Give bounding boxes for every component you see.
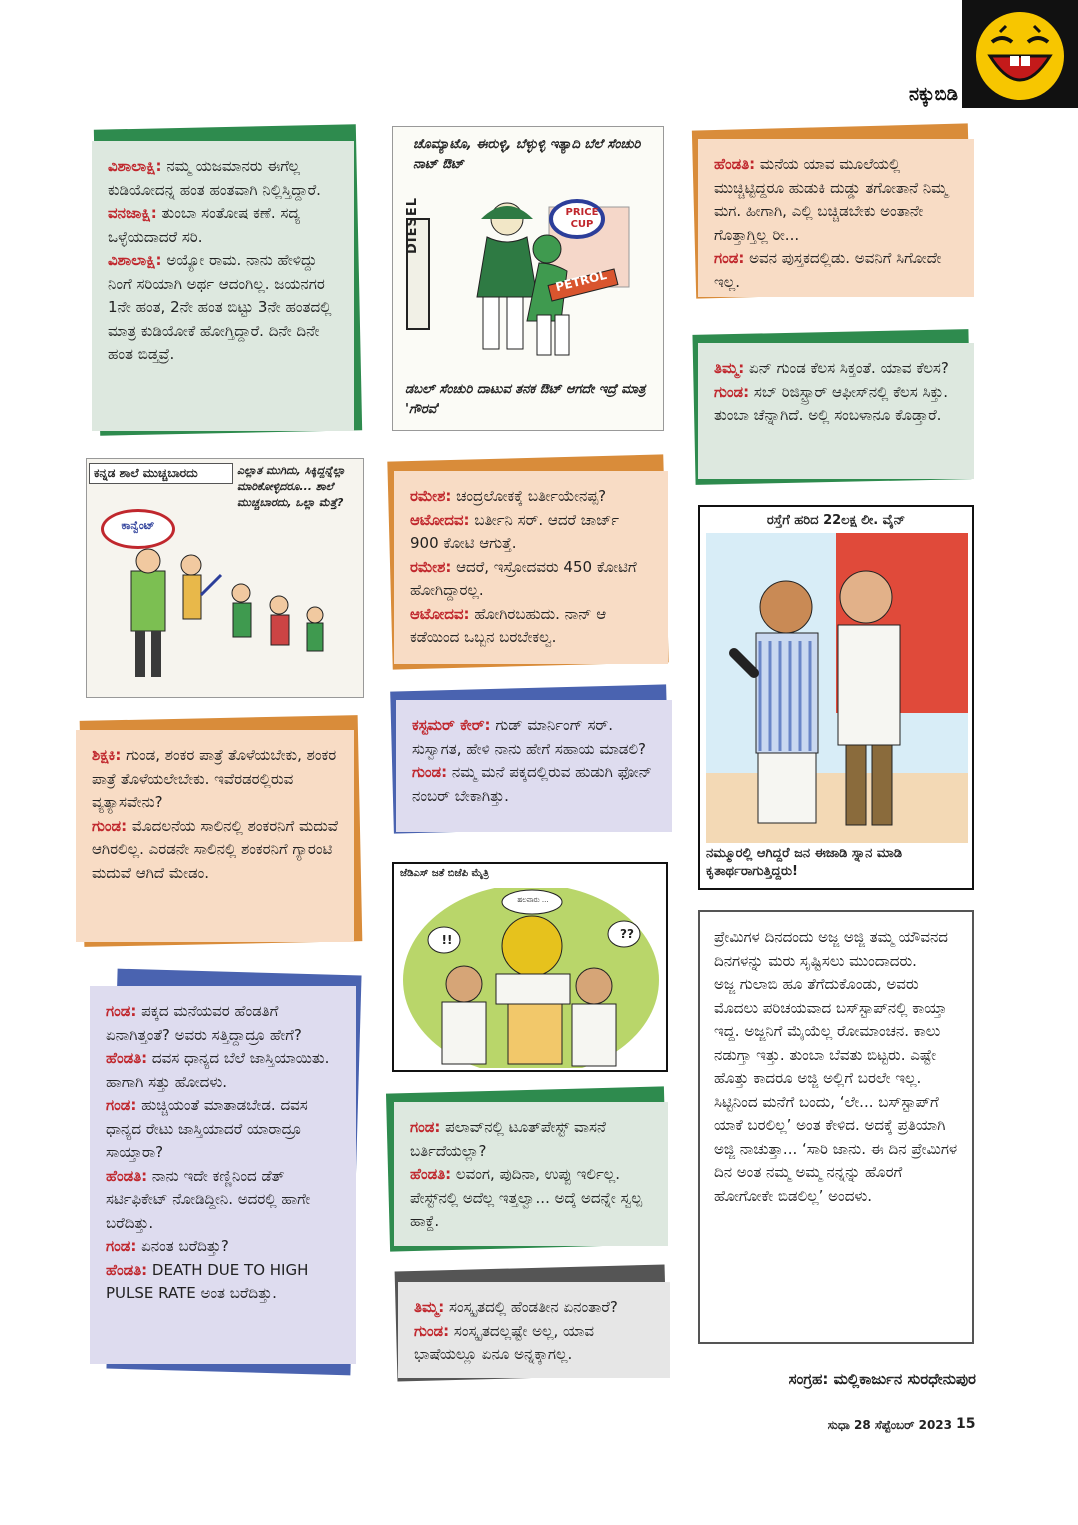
joke-line: ವನಜಾಕ್ಷಿ: ತುಂಬಾ ಸಂತೋಷ ಕಣೆ. ಸದ್ಯ ಒಳ್ಳೆಯದಾದರೆ ಸರಿ. (108, 204, 301, 246)
section-title: ನಕ್ಕುಬಿಡಿ (909, 84, 958, 105)
bat-label-diesel: DIESEL (405, 197, 420, 255)
bubble-right: ?? (620, 927, 634, 941)
price-cup-sign: PRICE CUP (565, 207, 599, 230)
cartoon-caption-bottom: ನಮ್ಮೂರಲ್ಲಿ ಆಗಿದ್ದರೆ ಜನ ಈಜಾಡಿ ಸ್ನಾನ ಮಾಡಿ ಕೃತಾರ್ಥರಾಗುತ್ತಿದ್ದರು! (706, 845, 968, 881)
joke-line: ರಮೇಶ: ಆದರೆ, ಇಸ್ರೋದವರು 450 ಕೋಟಿಗೆ ಹೋಗಿದ್ದಾರಲ್ಲ. (410, 557, 637, 599)
joke-line: ಗಂಡ: ಪಕ್ಕದ ಮನೆಯವರ ಹೆಂಡತಿಗೆ ಏನಾಗಿತ್ತಂತೆ? ಅವರು ಸತ್ತಿದ್ದಾದ್ರೂ ಹೇಗೆ? (106, 1002, 302, 1044)
cartoon-alliance (392, 862, 668, 1072)
magazine-issue: ಸುಧಾ 28 ಸೆಪ್ಟೆಂಬರ್ 2023 (827, 1418, 952, 1432)
joke-box-1 (92, 141, 354, 431)
compiler-credit: ಸಂಗ್ರಹ: ಮಲ್ಲಿಕಾರ್ಜುನ ಸುರಧೇನುಪುರ (788, 1370, 976, 1388)
joke-box-8 (394, 1102, 668, 1246)
joke-box-6 (76, 730, 354, 942)
joke-line: ವಿಶಾಲಾಕ್ಷಿ: ನಮ್ಮ ಯಜಮಾನರು ಈಗೆಲ್ಲ ಕುಡಿಯೋದನ್ನ ಹಂತ ಹಂತವಾಗಿ ನಿಲ್ಲಿಸ್ತಿದ್ದಾರೆ. (108, 157, 321, 199)
laughing-face-icon (970, 4, 1070, 104)
bubble-left: !! (441, 933, 453, 947)
joke-line: ಹೆಂಡತಿ: ನಾನು ಇದೇ ಕಣ್ಣಿನಿಂದ ಡೆತ್ ಸರ್ಟಿಫಿಕೇಟ್ ನೋಡಿದ್ದೀನಿ. ಅದರಲ್ಲಿ ಹಾಗೇ ಬರೆದಿತ್ತು. (106, 1166, 311, 1232)
banner-text: ಕನ್ನಡ ಶಾಲೆ ಮುಚ್ಚಬಾರದು (89, 463, 233, 484)
joke-line: ತಿಮ್ಮ: ಏನ್ ಗುಂಡ ಕೆಲಸ ಸಿಕ್ತಂತೆ. ಯಾವ ಕೆಲಸ? (714, 359, 949, 377)
joke-line: ಆಟೋದವ: ಹೋಗಿರಬಹುದು. ನಾನ್ ಆ ಕಡೆಯಿಂದ ಒಬ್ಬನ ಬರಬೇಕಲ್ವ. (410, 604, 607, 646)
joke-line: ಗಂಡ: ಅವನ ಪುಸ್ತಕದಲ್ಲಿಡು. ಅವನಿಗೆ ಸಿಗೋದೇ ಇಲ್ಲ. (714, 249, 942, 291)
joke-line: ಹೆಂಡತಿ: ದವಸ ಧಾನ್ಯದ ಬೆಲೆ ಜಾಸ್ತಿಯಾಯಿತು. ಹಾಗಾಗಿ ಸತ್ತು ಹೋದಳು. (106, 1049, 330, 1091)
joke-line: ರಮೇಶ: ಚಂದ್ರಲೋಕಕ್ಕೆ ಬರ್ತೀಯೇನಪ್ಪ? (410, 487, 607, 505)
mascot-panel (962, 0, 1078, 108)
convent-sign: ಕಾನ್ವೆಂಟ್ (101, 509, 175, 549)
bat-label-petrol: PETROL (554, 267, 609, 295)
joke-box-5 (396, 700, 672, 832)
joke-line: ಗಂಡ: ಪಲಾವ್‌ನಲ್ಲಿ ಟೂತ್‌ಪೇಸ್ಟ್ ವಾಸನೆ ಬರ್ತಿದೆಯಲ್ಲಾ? (410, 1118, 606, 1160)
joke-line: ಕಸ್ಟಮರ್ ಕೇರ್: ಗುಡ್ ಮಾರ್ನಿಂಗ್ ಸರ್. ಸುಸ್ವಾಗತ, ಹೇಳಿ ನಾನು ಹೇಗೆ ಸಹಾಯ ಮಾಡಲಿ? (412, 716, 646, 758)
cartoon-caption-top: ಚೊಮ್ಯಾಟೊ, ಈರುಳ್ಳಿ, ಬೆಳ್ಳುಳ್ಳಿ ಇತ್ಯಾದಿ ಬೆಲೆ ಸೆಂಚುರಿ ನಾಟ್ ಔಟ್ (413, 137, 641, 172)
joke-line: ಗುಂಡ: ನಮ್ಮ ಮನೆ ಪಕ್ಕದಲ್ಲಿರುವ ಹುಡುಗಿ ಫೋನ್ ನಂಬರ್ ಬೇಕಾಗಿತ್ತು. (412, 763, 652, 805)
joke-line: ಶಿಕ್ಷಕಿ: ಗುಂಡ, ಶಂಕರ ಪಾತ್ರೆ ತೊಳೆಯಬೇಕು, ಶಂಕರ ಪಾತ್ರೆ ತೊಳೆಯಲೇಬೇಕು. ಇವೆರಡರಲ್ಲಿರುವ ವ್ಯತ್ಯಾಸವೇನು? (92, 746, 337, 811)
two-men-illustration (706, 533, 968, 843)
cartoon-wine (698, 505, 974, 890)
joke-line: ಗುಂಡ: ಸಂಸ್ಕೃತದಲ್ಲಷ್ಟೇ ಅಲ್ಲ, ಯಾವ ಭಾಷೆಯಲ್ಲೂ ಏನೂ ಅನ್ನಕ್ಕಾಗಲ್ಲ. (414, 1321, 595, 1363)
page-number: 15 (956, 1416, 976, 1432)
joke-box-2 (698, 139, 974, 297)
joke-line: ಹೆಂಡತಿ: DEATH DUE TO HIGH PULSE RATE ಅಂತ ಬರೆದಿತ್ತು. (106, 1260, 309, 1302)
joke-box-7 (90, 986, 356, 1364)
cartoon-price-cup (392, 126, 664, 431)
joke-line: ಗುಂಡ: ಸಬ್ ರಿಜಿಸ್ಟ್ರಾರ್ ಆಫೀಸ್‌ನಲ್ಲಿ ಕೆಲಸ ಸಿಕ್ತು. ತುಂಬಾ ಚೆನ್ನಾಗಿದೆ. ಅಲ್ಲಿ ಸಂಬಳಾನೂ ಕೊಡ್ತಾರೆ. (714, 382, 949, 424)
joke-box-9 (398, 1282, 670, 1378)
cricketers-illustration (399, 179, 659, 369)
joke-line: ಗಂಡ: ಏನಂತ ಬರೆದಿತ್ತು? (106, 1237, 229, 1255)
joke-line: ಆಟೋದವ: ಬರ್ತೀನಿ ಸರ್. ಆದರೆ ಚಾರ್ಜ್ 900 ಕೋಟಿ ಆಗುತ್ತೆ. (410, 510, 620, 552)
politicians-illustration (398, 888, 664, 1068)
joke-box-3 (698, 343, 974, 479)
cartoon-caption-top: ಜೆಡಿಎಸ್ ಜತೆ ಬಿಜೆಪಿ ಮೈತ್ರಿ (400, 868, 489, 879)
cartoon-caption-top: ರಸ್ತೆಗೆ ಹರಿದ 22ಲಕ್ಷ ಲೀ. ವೈನ್ (766, 513, 906, 528)
joke-line: ಗಂಡ: ಹುಚ್ಚಿಯಂತೆ ಮಾತಾಡಬೇಡ. ದವಸ ಧಾನ್ಯದ ರೇಟು ಜಾಸ್ತಿಯಾದರೆ ಯಾರಾದ್ರೂ ಸಾಯ್ತಾರಾ? (106, 1096, 308, 1161)
bubble-center: ಹಲವಾರು ... (517, 896, 549, 904)
cartoon-caption-bottom: ಡಬಲ್ ಸೆಂಚುರಿ ದಾಟುವ ತನಕ ಔಟ್ ಆಗದೇ ಇದ್ರೆ ಮಾತ್ರ 'ಗೌರವ' (405, 382, 646, 417)
cartoon-school (86, 458, 364, 698)
joke-box-4 (394, 471, 668, 664)
joke-line: ಹೆಂಡತಿ: ಮನೆಯ ಯಾವ ಮೂಲೆಯಲ್ಲಿ ಮುಚ್ಚಿಟ್ಟಿದ್ದರೂ ಹುಡುಕಿ ದುಡ್ಡು ತಗೋತಾನೆ ನಿಮ್ಮ ಮಗ. ಹೀಗಾಗಿ, ಎಲ್ಲಿ ಬಚ್ಚಿಡಬೇಕು ಅಂತಾನೇ ಗೊತ್ತಾಗ್ತಿಲ್ಲ ರೀ... (714, 155, 948, 244)
joke-line: ಹೆಂಡತಿ: ಲವಂಗ, ಪುದಿನಾ, ಉಪ್ಪು ಇರ್ಲಿಲ್ಲ. ಪೇಸ್ಟ್‌ನಲ್ಲಿ ಅದೆಲ್ಲ ಇತ್ತಲ್ವಾ... ಅದ್ಕೆ ಅದನ್ನೇ ಸ್ವಲ್ಪ ಹಾಕ್ದೆ. (410, 1165, 643, 1230)
joke-line: ವಿಶಾಲಾಕ್ಷಿ: ಅಯ್ಯೋ ರಾಮ. ನಾನು ಹೇಳಿದ್ದು ನಿಂಗೆ ಸರಿಯಾಗಿ ಅರ್ಥ ಆದಂಗಿಲ್ಲ. ಜಯನಗರ 1ನೇ ಹಂತ, 2ನೇ ಹಂತ ಬಿಟ್ಟು 3ನೇ ಹಂತದಲ್ಲಿ ಮಾತ್ರ ಕುಡಿಯೋಕೆ ಹೋಗ್ತಿದ್ದಾರೆ. ದಿನೇ ದಿನೇ ಹಂತ ಬಿಡ್ತವ್ರೆ. (108, 251, 332, 363)
joke-line: ತಿಮ್ಮ: ಸಂಸ್ಕೃತದಲ್ಲಿ ಹೆಂಡತೀನ ಏನಂತಾರೆ? (414, 1298, 618, 1316)
joke-line: ಗುಂಡ: ಮೊದಲನೆಯ ಸಾಲಿನಲ್ಲಿ ಶಂಕರನಿಗೆ ಮದುವೆ ಆಗಿರಲಿಲ್ಲ. ಎರಡನೇ ಸಾಲಿನಲ್ಲಿ ಶಂಕರನಿಗೆ ಗ್ಯಾರಂಟಿ ಮದುವೆ ಆಗಿದೆ ಮೇಡಂ. (92, 816, 338, 882)
school-illustration (91, 545, 361, 695)
speech-bubble: ಎಲ್ಲಾತ ಮುಗಿದು, ಸಿಕ್ಕಿದ್ದನ್ನೆಲ್ಲಾ ಮಾರಿಕೋಳ್ಳಿದರೂ... ಶಾಲೆ ಮುಚ್ಚಬಾರದು, ಒಲ್ಲಾ ಮೆತ್ತೆ? (237, 464, 346, 509)
story-box: ಪ್ರೇಮಿಗಳ ದಿನದಂದು ಅಜ್ಜ ಅಜ್ಜಿ ತಮ್ಮ ಯೌವನದ ದಿನಗಳನ್ನು ಮರು ಸೃಷ್ಟಿಸಲು ಮುಂದಾದರು. ಅಜ್ಜ ಗುಲಾಬಿ ಹೂ ತೆಗೆದುಕೊಂಡು, ಅವರು ಮೊದಲು ಪರಿಚಯವಾದ ಬಸ್‌ಸ್ಟಾಪ್‌ನಲ್ಲಿ ಕಾಯ್ತಾ ಇದ್ದ. ಅಜ್ಜನಿಗೆ ಮೈಯೆಲ್ಲ ರೋಮಾಂಚನ. ಕಾಲು ನಡುಗ್ತಾ ಇತ್ತು. ತುಂಬಾ ಬೆವತು ಬಿಟ್ಟರು. ಎಷ್ಟೇ ಹೊತ್ತು ಕಾದರೂ ಅಜ್ಜಿ ಅಲ್ಲಿಗೆ ಬರಲೇ ಇಲ್ಲ. ಸಿಟ್ಟಿನಿಂದ ಮನೆಗೆ ಬಂದು, ‘ಲೇ... ಬಸ್‌ಸ್ಟಾಪ್‌ಗೆ ಯಾಕೆ ಬರಲಿಲ್ಲ’ ಅಂತ ಕೇಳಿದ. ಅದಕ್ಕೆ ಪ್ರತಿಯಾಗಿ ಅಜ್ಜಿ ನಾಚುತ್ತಾ... ‘ಸಾರಿ ಜಾನು. ಈ ದಿನ ಪ್ರೇಮಿಗಳ ದಿನ ಅಂತ ನಮ್ಮ ಅಮ್ಮ ನನ್ನನ್ನು ಹೊರಗೆ ಹೋಗೋಕೇ ಬಿಡಲಿಲ್ಲ’ ಅಂದಳು. (698, 910, 974, 1344)
